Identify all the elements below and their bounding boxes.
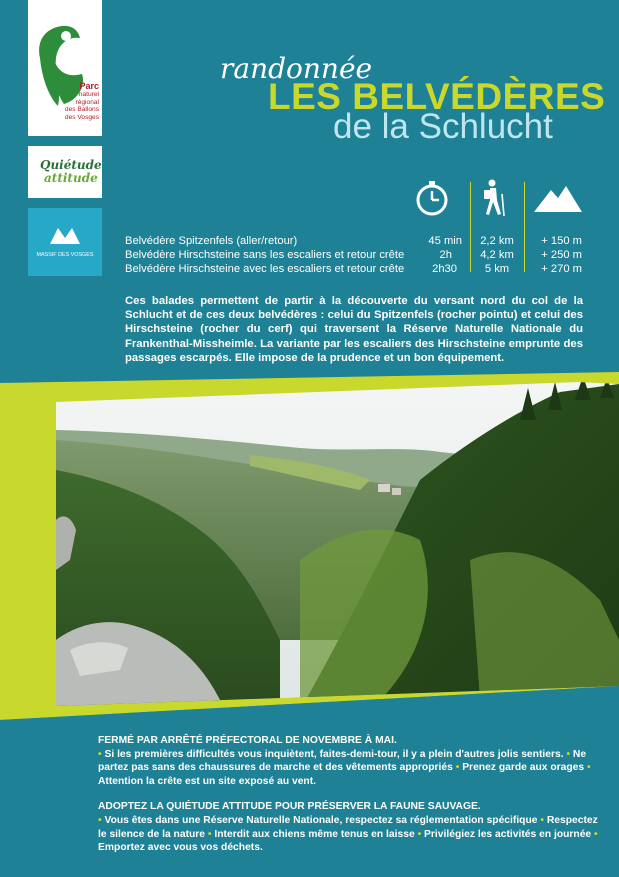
route-time: 2h [439,249,452,261]
intro-paragraph: Ces balades permettent de partir à la découverte du versant nord du col de la Schlucht et de ces deux belvédères : celui du Spitzenfels (rocher pointu) et celui des Hirschsteine (rocher du cerf) qui traversent la Réserve Naturelle Nationale du Frankenthal-Missheimle. La variante par les escaliers des Hirschsteine emprunte des passages escarpés. Elle impose de la prudence et un bon équipement. [125,295,583,364]
mountain-icon [534,184,582,212]
massif-logo-text: MASSIF DES VOSGES [36,252,94,258]
notes-block-quietude: • Vous êtes dans une Réserve Naturelle Nationale, respectez sa réglementation spécifique • Respectez le silence de la nature • Interdit aux chiens même tenus en laisse • Privilégiez les activités en journée • Emportez avec vous vos déchets. [98,814,598,854]
notes-block-closure: • Si les premières difficultés vous inquiètent, faites-demi-tour, il y a plein d'autres jolis sentiers. • Ne partez pas sans des chaussures de marche et des vêtements appropriés • Prenez garde aux orages • Attention la crête est un site exposé au vent. [98,748,591,787]
page-title: LES BELVÉDÈRES [268,76,606,117]
route-name: Belvédère Spitzenfels (aller/retour) [125,235,298,247]
route-time: 45 min [428,235,462,247]
route-elevation: + 150 m [541,235,582,247]
safety-notes [98,734,598,855]
route-distance: 4,2 km [480,249,514,261]
notes-heading-quietude: ADOPTEZ LA QUIÉTUDE ATTITUDE POUR PRÉSERVER LA FAUNE SAUVAGE. [98,801,481,813]
route-elevation: + 270 m [541,263,582,275]
page-subtitle: de la Schlucht [333,107,553,146]
route-name: Belvédère Hirschsteine sans les escaliers et retour crête [125,249,405,261]
route-distance: 5 km [484,263,510,275]
route-elevation: + 250 m [541,249,582,261]
route-name: Belvédère Hirschsteine avec les escaliers et retour crête [125,263,405,275]
massif-emblem-icon [28,208,102,276]
massif-des-vosges-logo [28,208,102,276]
quietude-attitude-logo [28,146,102,198]
stopwatch-icon [412,178,452,218]
route-distance: 2,2 km [480,235,514,247]
route-time: 2h30 [432,263,457,275]
attitude-word: attitude [44,171,98,185]
quietude-word: Quiétude [40,158,102,172]
parc-logo-text: Parc naturel régional des Ballons des Vosges [64,81,99,121]
parc-logo [28,0,102,136]
notes-heading-closure: FERMÉ PAR ARRÊTÉ PRÉFECTORAL DE NOVEMBRE À MAI. [98,735,397,746]
hiker-icon [478,178,508,218]
title-kicker: randonnée [220,52,373,85]
